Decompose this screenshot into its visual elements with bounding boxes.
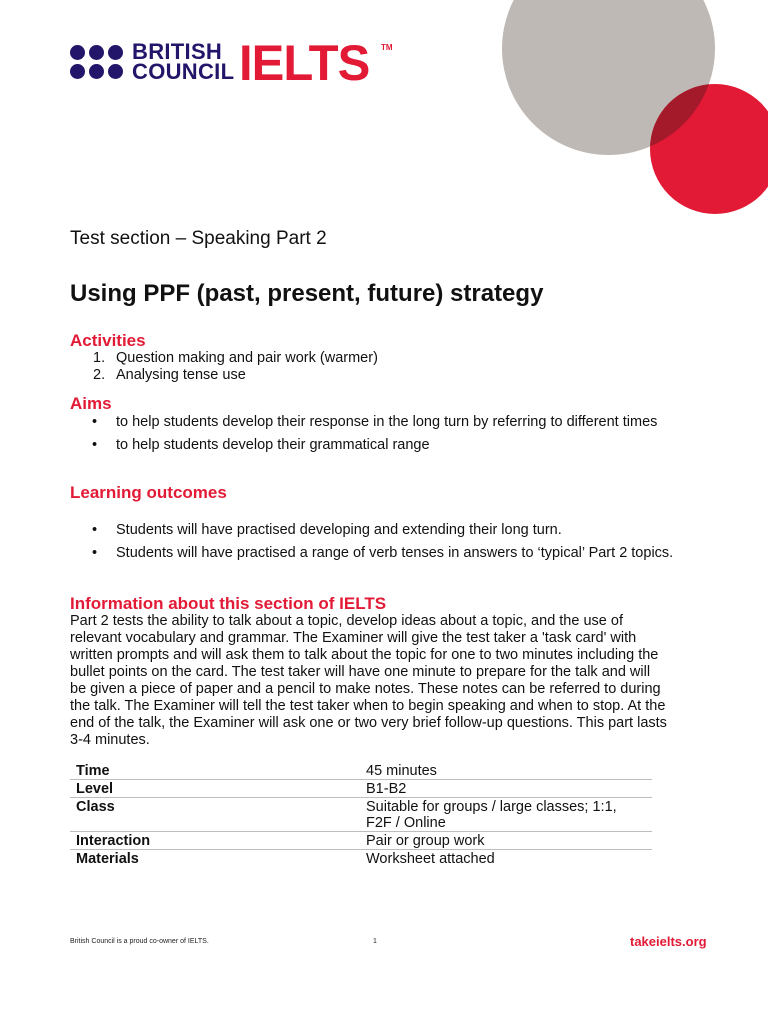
information-paragraph: Part 2 tests the ability to talk about a topic, develop ideas about a topic, and the use of relevant vocabulary and grammar. The Examiner will give the test taker a 'task card' with written prompts and will ask them to talk about the topic for one to two minutes including the bullet points on the card. The test taker will have one minute to prepare for the talk and will be given a piece of paper and a pencil to make notes. These notes can be referred to during the talk. The Examiner will tell the test taker when to begin speaking and when to stop. At the end of the talk, the Examiner will ask one or two very brief follow-up questions. This part lasts 3-4 minutes. (70, 613, 667, 748)
table-row (70, 798, 652, 832)
table-row (70, 832, 652, 850)
table-value: B1-B2 (360, 780, 652, 798)
table-value: Suitable for groups / large classes; 1:1, F2F / Online (360, 798, 652, 832)
table-row (70, 762, 652, 780)
british-council-logo (70, 39, 235, 84)
ielts-logo: IELTS (239, 35, 370, 91)
learning-outcomes-heading: Learning outcomes (70, 483, 227, 502)
learning-outcomes-list (70, 521, 676, 563)
page-number: 1 (373, 938, 377, 945)
test-section-subtitle: Test section – Speaking Part 2 (70, 228, 327, 249)
british-council-dots-icon (70, 45, 123, 79)
activities-list (70, 350, 378, 384)
list-item: • to help students develop their response in the long turn by referring to different times (92, 414, 658, 430)
activities-heading: Activities (70, 331, 146, 350)
list-item: 1. Question making and pair work (warmer) (93, 350, 378, 366)
bullet-icon: • (92, 437, 98, 453)
table-value: Pair or group work (360, 832, 652, 850)
footer-coowner-note: British Council is a proud co-owner of IELTS. (70, 938, 209, 945)
list-item: • to help students develop their grammatical range (92, 437, 430, 453)
information-heading: Information about this section of IELTS (70, 594, 387, 613)
table-key: Materials (76, 851, 139, 867)
british-council-wordmark: BRITISH COUNCIL (132, 39, 235, 84)
list-item: 2. Analysing tense use (93, 367, 246, 383)
list-item: • Students will have practised developing and extending their long turn. (92, 522, 562, 538)
table-row (70, 780, 652, 798)
table-key: Interaction (70, 832, 360, 850)
trademark-mark: TM (381, 43, 393, 52)
bullet-icon: • (92, 522, 98, 538)
table-value: Worksheet attached (366, 851, 495, 867)
bullet-icon: • (92, 414, 98, 430)
page-title: Using PPF (past, present, future) strategy (70, 280, 544, 307)
list-item: • Students will have practised a range of verb tenses in answers to ‘typical’ Part 2 topics. (92, 545, 674, 561)
takeielts-link[interactable]: takeielts.org (630, 934, 707, 949)
table-key: Time (70, 762, 360, 780)
table-row (70, 850, 652, 868)
aims-heading: Aims (70, 394, 112, 413)
bullet-icon: • (92, 545, 98, 561)
table-value: 45 minutes (360, 762, 652, 780)
lesson-details-table (70, 762, 652, 867)
table-key: Class (70, 798, 360, 832)
aims-list (70, 413, 676, 455)
table-key: Level (70, 780, 360, 798)
